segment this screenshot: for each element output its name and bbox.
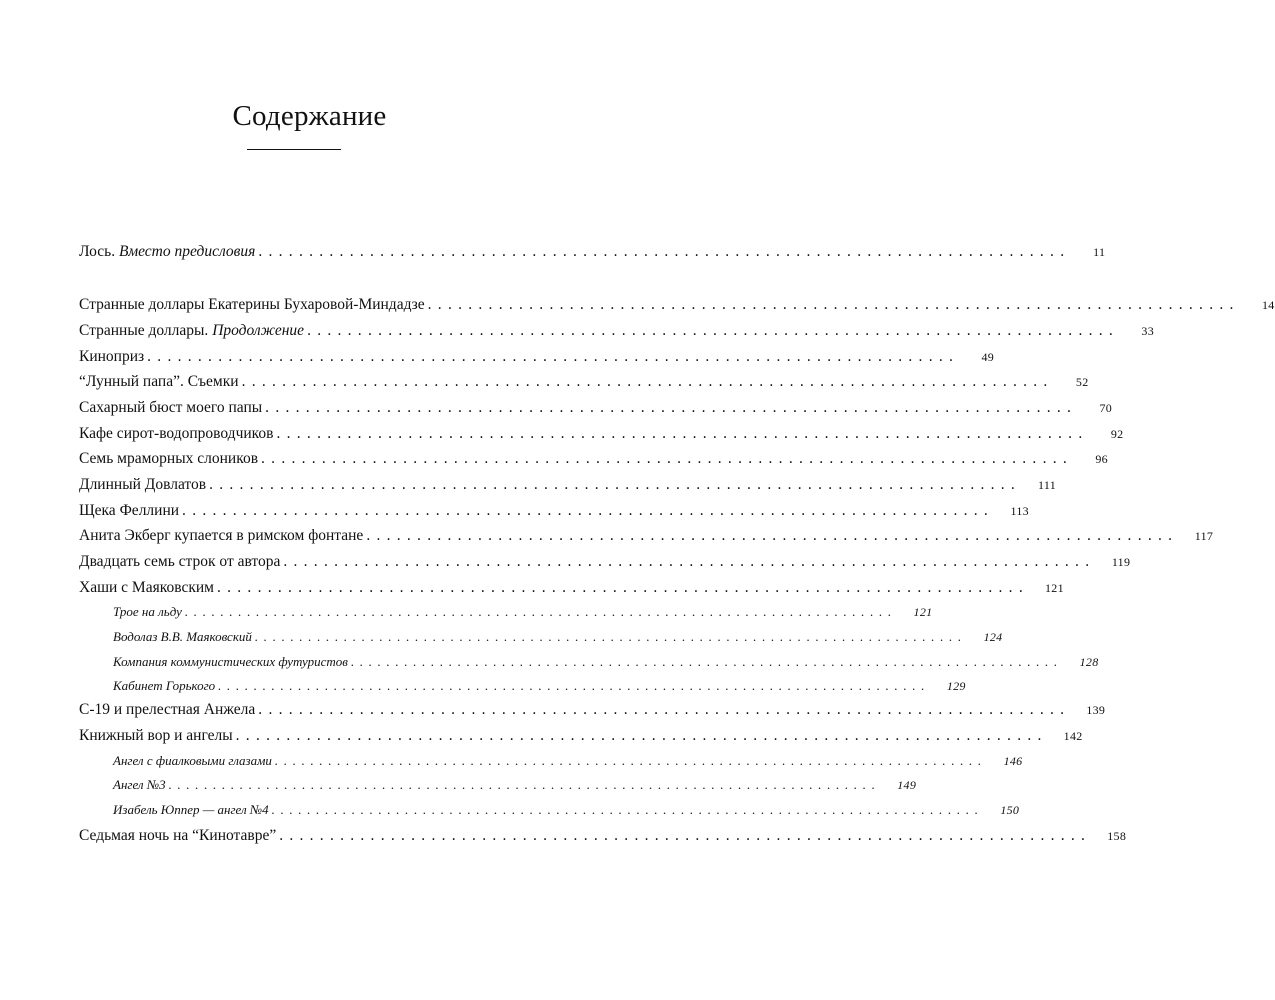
dot-leader: . . . . . . . . . . . . . . . . . . . . . . . . . . . . . . . . . . . . . . . . . . . . . . . . . . . . . . . . . . . . . . . . . . . . . . . . . . . . . . . . — [216, 579, 1024, 596]
toc-entry[interactable] — [79, 578, 1064, 598]
toc-page-number: 142 — [1063, 729, 1083, 743]
dot-leader: . . . . . . . . . . . . . . . . . . . . . . . . . . . . . . . . . . . . . . . . . . . . . . . . . . . . . . . . . . . . . . . . . . . . . . . . . . . . . . . . — [254, 629, 963, 644]
toc-entry-title — [113, 775, 166, 795]
toc-entry-title — [79, 347, 144, 367]
toc-entry-label: Компания коммунистических футуристов — [113, 654, 348, 669]
toc-page-number: 124 — [983, 630, 1003, 644]
toc-page-number: 52 — [1075, 375, 1089, 389]
toc-page-number: 158 — [1107, 829, 1127, 843]
toc-entry-label: Книжный вор и ангелы — [79, 727, 233, 744]
dot-leader: . . . . . . . . . . . . . . . . . . . . . . . . . . . . . . . . . . . . . . . . . . . . . . . . . . . . . . . . . . . . . . . . . . . . . . . . . . . . . . . . — [274, 753, 983, 768]
toc-entry-title — [79, 700, 255, 720]
toc-page-number: 14 — [1261, 298, 1275, 312]
dot-leader: . . . . . . . . . . . . . . . . . . . . . . . . . . . . . . . . . . . . . . . . . . . . . . . . . . . . . . . . . . . . . . . . . . . . . . . . . . . . . . . . — [279, 827, 1087, 844]
toc-entry[interactable] — [79, 726, 1083, 746]
toc-subentry[interactable] — [113, 602, 933, 622]
toc-page-number: 92 — [1110, 427, 1124, 441]
dot-leader: . . . . . . . . . . . . . . . . . . . . . . . . . . . . . . . . . . . . . . . . . . . . . . . . . . . . . . . . . . . . . . . . . . . . . . . . . . . . . . . . — [182, 502, 989, 519]
dot-leader: . . . . . . . . . . . . . . . . . . . . . . . . . . . . . . . . . . . . . . . . . . . . . . . . . . . . . . . . . . . . . . . . . . . . . . . . . . . . . . . . — [276, 425, 1084, 442]
toc-entry-italic-label: Продолжение — [212, 322, 305, 339]
toc-entry-title — [79, 726, 233, 746]
toc-entry-title — [79, 526, 363, 546]
toc-page-number: 146 — [1003, 754, 1023, 768]
toc-page-number: 121 — [913, 605, 933, 619]
toc-page-number: 33 — [1141, 324, 1154, 338]
dot-leader: . . . . . . . . . . . . . . . . . . . . . . . . . . . . . . . . . . . . . . . . . . . . . . . . . . . . . . . . . . . . . . . . . . . . . . . . . . . . . . . . — [218, 678, 926, 693]
toc-page-number: 139 — [1086, 703, 1106, 717]
toc-subentry[interactable] — [113, 652, 1099, 672]
toc-page-number: 128 — [1079, 655, 1099, 669]
dot-leader: . . . . . . . . . . . . . . . . . . . . . . . . . . . . . . . . . . . . . . . . . . . . . . . . . . . . . . . . . . . . . . . . . . . . . . . . . . . . . . . . — [258, 243, 1066, 260]
toc-subentry[interactable] — [113, 775, 917, 795]
toc-entry-title — [79, 372, 239, 392]
toc-entry-title — [113, 627, 252, 647]
toc-entry[interactable] — [79, 826, 1127, 846]
toc-entry-label: Семь мраморных слоников — [79, 450, 259, 467]
toc-page-number: 49 — [981, 350, 995, 364]
toc-entry-title — [113, 751, 272, 771]
toc-entry[interactable] — [79, 424, 1124, 444]
toc-entry[interactable] — [79, 526, 1214, 546]
toc-entry[interactable] — [79, 700, 1106, 720]
dot-leader: . . . . . . . . . . . . . . . . . . . . . . . . . . . . . . . . . . . . . . . . . . . . . . . . . . . . . . . . . . . . . . . . . . . . . . . . . . . . . . . . — [307, 322, 1114, 339]
toc-entry[interactable] — [79, 242, 1106, 262]
toc-entry[interactable] — [79, 398, 1113, 418]
toc-entry-label: “Лунный папа”. Съемки — [79, 373, 239, 390]
toc-page-number: 119 — [1111, 555, 1131, 569]
page-title: Содержание — [232, 100, 387, 132]
toc-entry[interactable] — [79, 552, 1131, 572]
toc-entry[interactable] — [79, 501, 1029, 521]
toc-entry-title — [113, 800, 269, 820]
toc-entry-title — [79, 295, 425, 315]
toc-page-number: 129 — [946, 679, 966, 693]
toc-entry-label: Анита Экберг купается в римском фонтане — [79, 527, 364, 544]
dot-leader: . . . . . . . . . . . . . . . . . . . . . . . . . . . . . . . . . . . . . . . . . . . . . . . . . . . . . . . . . . . . . . . . . . . . . . . . . . . . . . . . — [271, 802, 980, 817]
toc-entry-title — [79, 578, 214, 598]
dot-leader: . . . . . . . . . . . . . . . . . . . . . . . . . . . . . . . . . . . . . . . . . . . . . . . . . . . . . . . . . . . . . . . . . . . . . . . . . . . . . . . . — [241, 373, 1049, 390]
dot-leader: . . . . . . . . . . . . . . . . . . . . . . . . . . . . . . . . . . . . . . . . . . . . . . . . . . . . . . . . . . . . . . . . . . . . . . . . . . . . . . . . — [366, 527, 1174, 544]
toc-page-number: 150 — [1000, 803, 1020, 817]
toc-entry-title — [79, 424, 273, 444]
toc-entry-label: Изабель Юппер — ангел №4 — [113, 802, 269, 817]
toc-entry-label: С-19 и прелестная Анжела — [79, 701, 256, 718]
toc-entry-title — [113, 676, 215, 696]
toc-entry-title — [79, 398, 262, 418]
toc-subentry[interactable] — [113, 800, 1020, 820]
dot-leader: . . . . . . . . . . . . . . . . . . . . . . . . . . . . . . . . . . . . . . . . . . . . . . . . . . . . . . . . . . . . . . . . . . . . . . . . . . . . . . . . — [209, 476, 1017, 493]
toc-entry-label: Двадцать семь строк от автора — [79, 553, 281, 570]
toc-entry-label: Странные доллары Екатерины Бухаровой-Миндадзе — [79, 296, 425, 313]
toc-entry-label: Щека Феллини — [79, 502, 180, 519]
toc-entry-label: Водолаз В.В. Маяковский — [113, 629, 252, 644]
dot-leader: . . . . . . . . . . . . . . . . . . . . . . . . . . . . . . . . . . . . . . . . . . . . . . . . . . . . . . . . . . . . . . . . . . . . . . . . . . . . . . . . — [265, 399, 1073, 416]
toc-entry-title — [79, 552, 280, 572]
toc-page-number: 113 — [1010, 504, 1029, 518]
toc-entry-label: Киноприз — [79, 348, 145, 365]
toc-entry-italic-label: Вместо предисловия — [118, 243, 256, 260]
toc-entry-label: Длинный Довлатов — [79, 476, 207, 493]
toc-entry-label: Ангел с фиалковыми глазами — [113, 753, 272, 768]
dot-leader: . . . . . . . . . . . . . . . . . . . . . . . . . . . . . . . . . . . . . . . . . . . . . . . . . . . . . . . . . . . . . . . . . . . . . . . . . . . . . . . . — [147, 348, 955, 365]
toc-subentry[interactable] — [113, 627, 1003, 647]
toc-entry-label: Кабинет Горького — [113, 678, 216, 693]
toc-entry-label: Сахарный бюст моего папы — [79, 399, 263, 416]
dot-leader: . . . . . . . . . . . . . . . . . . . . . . . . . . . . . . . . . . . . . . . . . . . . . . . . . . . . . . . . . . . . . . . . . . . . . . . . . . . . . . . . — [168, 777, 877, 792]
toc-page-number: 121 — [1045, 581, 1064, 595]
toc-page-number: 70 — [1099, 401, 1113, 415]
toc-page-number: 117 — [1194, 529, 1214, 543]
toc-entry-title — [79, 242, 255, 262]
toc-entry-label: Странные доллары. — [79, 322, 213, 339]
toc-page-number: 111 — [1038, 478, 1057, 492]
toc-entry-title — [113, 602, 182, 622]
dot-leader: . . . . . . . . . . . . . . . . . . . . . . . . . . . . . . . . . . . . . . . . . . . . . . . . . . . . . . . . . . . . . . . . . . . . . . . . . . . . . . . . — [258, 701, 1066, 718]
toc-page-number: 11 — [1093, 245, 1106, 259]
toc-entry-title — [79, 321, 304, 341]
toc-entry-title — [79, 501, 179, 521]
toc-entry-title — [79, 449, 258, 469]
dot-leader: . . . . . . . . . . . . . . . . . . . . . . . . . . . . . . . . . . . . . . . . . . . . . . . . . . . . . . . . . . . . . . . . . . . . . . . . . . . . . . . . — [427, 296, 1235, 313]
toc-entry-label: Трое на льду — [113, 604, 182, 619]
toc-subentry[interactable] — [113, 751, 1023, 771]
toc-page-number: 149 — [897, 778, 917, 792]
toc-entry[interactable] — [79, 475, 1057, 495]
dot-leader: . . . . . . . . . . . . . . . . . . . . . . . . . . . . . . . . . . . . . . . . . . . . . . . . . . . . . . . . . . . . . . . . . . . . . . . . . . . . . . . . — [235, 727, 1043, 744]
toc-entry-label: Ангел №3 — [113, 777, 166, 792]
toc-entry[interactable] — [79, 295, 1275, 315]
dot-leader: . . . . . . . . . . . . . . . . . . . . . . . . . . . . . . . . . . . . . . . . . . . . . . . . . . . . . . . . . . . . . . . . . . . . . . . . . . . . . . . . — [350, 654, 1059, 669]
toc-page-number: 96 — [1095, 452, 1108, 466]
toc-entry-label: Кафе сирот-водопроводчиков — [79, 425, 274, 442]
toc-entry-label: Хаши с Маяковским — [79, 579, 214, 596]
toc-entry[interactable] — [79, 449, 1108, 469]
toc-entry[interactable] — [79, 321, 1154, 341]
dot-leader: . . . . . . . . . . . . . . . . . . . . . . . . . . . . . . . . . . . . . . . . . . . . . . . . . . . . . . . . . . . . . . . . . . . . . . . . . . . . . . . . — [261, 450, 1068, 467]
dot-leader: . . . . . . . . . . . . . . . . . . . . . . . . . . . . . . . . . . . . . . . . . . . . . . . . . . . . . . . . . . . . . . . . . . . . . . . . . . . . . . . . — [283, 553, 1091, 570]
toc-entry-title — [79, 475, 206, 495]
toc-subentry[interactable] — [113, 676, 966, 696]
toc-entry-title — [113, 652, 348, 672]
toc-entry-title — [79, 826, 276, 846]
toc-entry[interactable] — [79, 347, 995, 367]
toc-entry[interactable] — [79, 372, 1089, 392]
title-rule — [247, 149, 341, 150]
toc-entry-label: Седьмая ночь на “Кинотавре” — [79, 827, 277, 844]
toc-entry-label: Лось. — [79, 243, 119, 260]
dot-leader: . . . . . . . . . . . . . . . . . . . . . . . . . . . . . . . . . . . . . . . . . . . . . . . . . . . . . . . . . . . . . . . . . . . . . . . . . . . . . . . . — [184, 604, 893, 619]
